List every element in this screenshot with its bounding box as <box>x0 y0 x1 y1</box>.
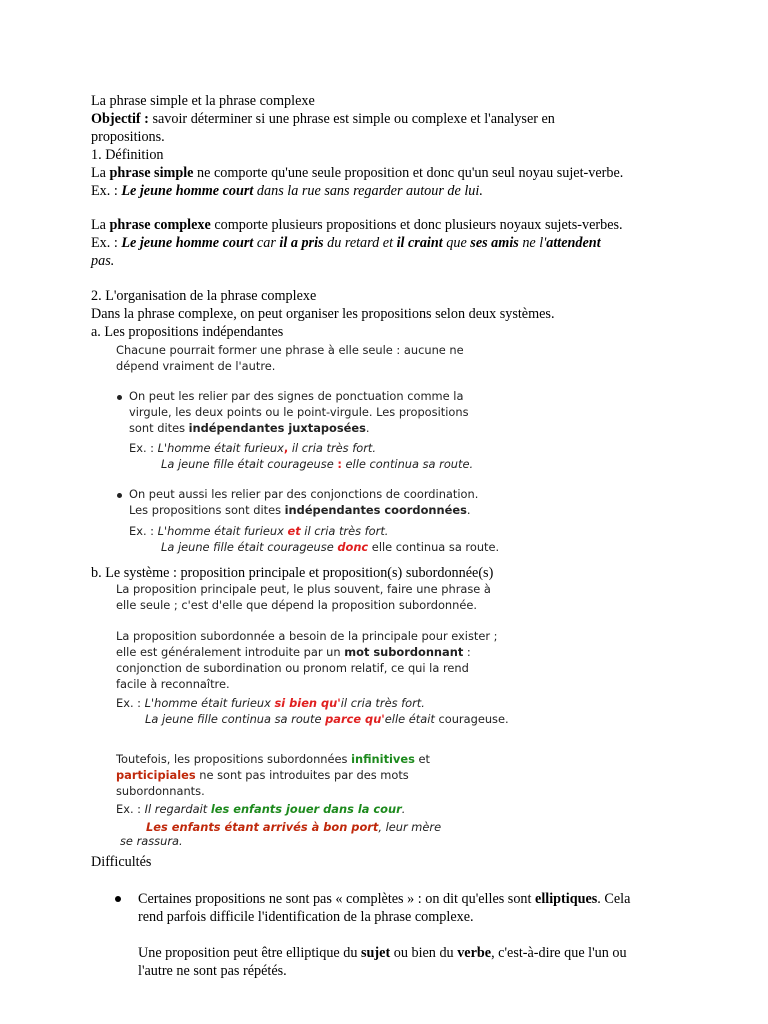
example-line <box>129 523 499 539</box>
marker-colon: : <box>337 457 342 471</box>
subordonnee-examples <box>116 695 509 727</box>
complexe-block <box>91 216 623 270</box>
term-phrase-complexe: phrase complexe <box>109 217 211 233</box>
objectif-label: Objectif : <box>91 111 149 127</box>
text-line: La proposition principale peut, le plus souvent, faire une phrase à <box>116 582 491 596</box>
ex2-part: il craint <box>396 235 443 251</box>
example-line <box>116 695 509 711</box>
text-line: Chacune pourrait former une phrase à elle seule : aucune ne <box>116 343 464 357</box>
example-line <box>116 819 441 835</box>
text: L'homme était furieux <box>157 441 284 455</box>
example-line <box>129 456 473 472</box>
term-juxtaposees: indépendantes juxtaposées <box>188 421 366 435</box>
difficultes-heading <box>91 853 151 871</box>
text: . Cela <box>597 891 631 907</box>
juxtaposees-examples <box>129 440 473 472</box>
marker-comma: , <box>283 441 289 455</box>
text: ne sont pas introduites par des mots <box>195 768 409 782</box>
term-participiales: participiales <box>116 768 196 782</box>
ex1-subject: Le jeune homme court <box>121 183 254 199</box>
ex2-part: car <box>253 235 280 251</box>
ex2-part: il a pris <box>279 235 324 251</box>
ex-label: Ex. : <box>91 235 122 251</box>
text-line: subordonnants. <box>116 784 205 798</box>
objectif-line <box>91 110 623 128</box>
text-line: facile à reconnaître. <box>116 677 230 691</box>
text: , c'est-à-dire que l'un ou <box>491 945 627 961</box>
marker-et: et <box>287 524 301 538</box>
complexe-example <box>91 234 623 252</box>
example-line <box>129 440 473 456</box>
ex2-part: ne l' <box>518 235 547 251</box>
text: . <box>365 421 370 435</box>
page-title: La phrase simple et la phrase complexe <box>91 93 315 109</box>
text-line <box>116 644 498 660</box>
text-line <box>116 751 430 767</box>
bullet-icon <box>117 493 122 498</box>
marker-parce-qu: parce qu' <box>325 712 385 726</box>
text: comporte plusieurs propositions et donc plusieurs noyaux sujets-verbes. <box>210 217 623 233</box>
text-line: b. Le système : proposition principale et proposition(s) subordonnée(s) <box>91 565 494 581</box>
subsection-a-heading: a. Les propositions indépendantes <box>91 324 284 340</box>
example-line <box>129 539 499 555</box>
text-line: l'autre ne sont pas répétés. <box>138 963 287 979</box>
text-line: virgule, les deux points ou le point-virgule. Les propositions <box>129 405 469 419</box>
term-phrase-simple: phrase simple <box>109 165 194 181</box>
section-1-heading: 1. Définition <box>91 147 164 163</box>
coordonnees-examples <box>129 523 499 555</box>
complexe-definition <box>91 216 623 234</box>
term-verbe: verbe <box>457 945 492 961</box>
ex2-part: du retard et <box>323 235 397 251</box>
objectif-text: savoir déterminer si une phrase est simple ou complexe et l'analyser en <box>148 111 555 127</box>
text-line: elle seule ; c'est d'elle que dépend la proposition subordonnée. <box>116 598 478 612</box>
text: ou bien du <box>390 945 458 961</box>
text: L'homme était furieux <box>157 524 288 538</box>
toutefois-examples <box>116 801 441 847</box>
toutefois-block <box>116 751 430 799</box>
term-elliptiques: elliptiques <box>535 891 598 907</box>
text-line: On peut aussi les relier par des conjonctions de coordination. <box>129 487 479 501</box>
marker-donc: donc <box>337 540 369 554</box>
section-2-heading: 2. L'organisation de la phrase complexe <box>91 288 317 304</box>
text: La <box>91 217 110 233</box>
text: sont dites <box>129 421 189 435</box>
text: Toutefois, les propositions subordonnées <box>116 752 352 766</box>
text-line: La proposition subordonnée a besoin de la principale pour exister ; <box>116 629 498 643</box>
simple-definition <box>91 164 623 182</box>
ex1-rest: dans la rue sans regarder autour de lui. <box>253 183 483 199</box>
text: elle est généralement introduite par un <box>116 645 345 659</box>
term-coordonnees: indépendantes coordonnées <box>284 503 467 517</box>
example-line <box>116 711 509 727</box>
text-line: dépend vraiment de l'autre. <box>116 359 276 373</box>
text: Les propositions sont dites <box>129 503 285 517</box>
header-block <box>91 92 623 200</box>
term-participiale-example: Les enfants étant arrivés à bon port <box>146 820 379 834</box>
bullet-icon <box>115 896 121 902</box>
text: ne comporte qu'une seule proposition et donc qu'un seul noyau sujet-verbe. <box>193 165 624 181</box>
independantes-intro <box>116 342 464 374</box>
text: La jeune fille était courageuse <box>161 457 338 471</box>
text: il cria très fort. <box>288 441 376 455</box>
text-line <box>138 944 630 962</box>
text: La jeune fille continua sa route <box>145 712 326 726</box>
text-line: rend parfois difficile l'identification de la phrase complexe. <box>138 909 474 925</box>
text: Une proposition peut être elliptique du <box>138 945 362 961</box>
simple-example <box>91 182 623 200</box>
ex-label: Ex. : <box>129 441 158 455</box>
text: L'homme était furieux <box>144 696 275 710</box>
ex-label: Ex. : <box>91 183 122 199</box>
text: elle continua sa route. <box>341 457 474 471</box>
bullet-icon <box>117 395 122 400</box>
organisation-block <box>91 287 555 341</box>
term-infinitives: infinitives <box>351 752 415 766</box>
ex2-part: que <box>442 235 471 251</box>
text: Il regardait <box>144 802 211 816</box>
text: elle continua sa route. <box>368 540 500 554</box>
subordonnee-block <box>116 628 498 692</box>
juxtaposees-block <box>129 388 469 436</box>
text: elle était <box>384 712 435 726</box>
ex2-part: attendent <box>546 235 601 251</box>
text-line <box>138 890 630 908</box>
text: courageuse. <box>434 712 509 726</box>
text-line: Difficultés <box>91 854 152 870</box>
complexe-example-cont: pas. <box>91 253 115 269</box>
example-line: se rassura. <box>120 834 183 848</box>
text-line: On peut les relier par des signes de ponctuation comme la <box>129 389 464 403</box>
difficultes-item <box>138 890 630 980</box>
text-line: conjonction de subordination ou pronom relatif, ce qui la rend <box>116 661 469 675</box>
coordonnees-block <box>129 486 478 518</box>
text: La jeune fille était courageuse <box>161 540 338 554</box>
ex2-part: ses amis <box>470 235 519 251</box>
term-infinitive-example: les enfants jouer dans la cour <box>210 802 402 816</box>
text: il cria très fort. <box>340 696 425 710</box>
objectif-text-cont: propositions. <box>91 129 165 145</box>
text-line <box>129 420 469 436</box>
principale-block <box>116 581 491 613</box>
text-line <box>116 767 430 783</box>
ex-label: Ex. : <box>116 696 145 710</box>
term-sujet: sujet <box>361 945 391 961</box>
text-line <box>129 502 478 518</box>
ex-label: Ex. : <box>116 802 145 816</box>
text: . <box>401 802 406 816</box>
text: il cria très fort. <box>300 524 389 538</box>
text: : <box>463 645 471 659</box>
ex-label: Ex. : <box>129 524 158 538</box>
ex2-part: Le jeune homme court <box>121 235 254 251</box>
text: . <box>466 503 471 517</box>
marker-si-bien-qu: si bien qu' <box>274 696 341 710</box>
term-mot-subordonnant: mot subordonnant <box>344 645 464 659</box>
text: , leur mère <box>378 820 442 834</box>
subsection-b-heading <box>91 564 493 582</box>
text: et <box>414 752 430 766</box>
text: Certaines propositions ne sont pas « complètes » : on dit qu'elles sont <box>138 891 536 907</box>
text: La <box>91 165 110 181</box>
example-line <box>116 801 441 817</box>
organisation-intro: Dans la phrase complexe, on peut organiser les propositions selon deux systèmes. <box>91 306 555 322</box>
